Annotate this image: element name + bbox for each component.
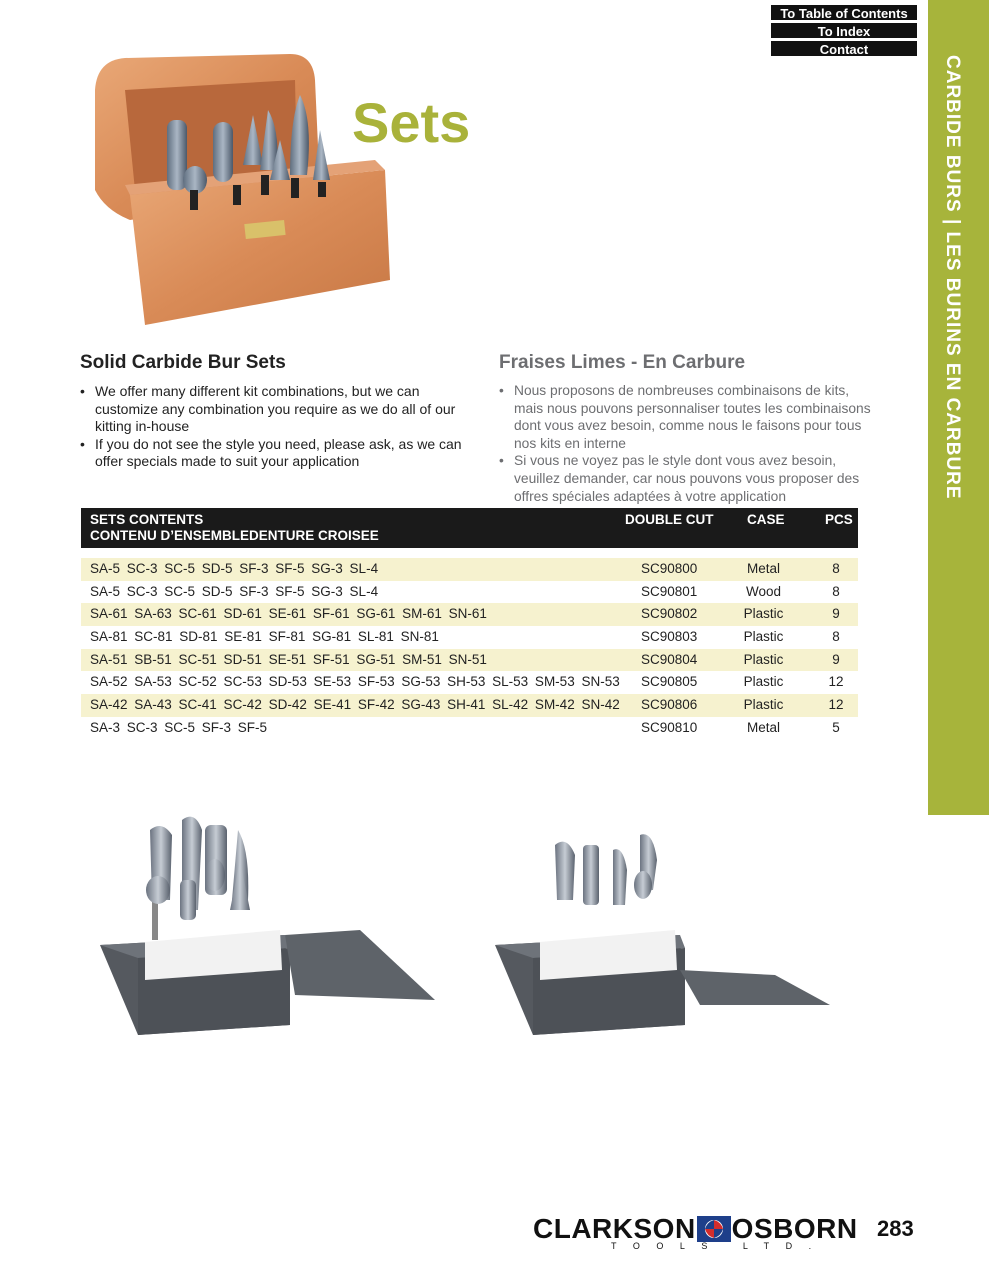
cell-code: SC90802 (641, 606, 698, 622)
cell-pcs: 9 (832, 606, 840, 622)
toc-link[interactable]: To Table of Contents (770, 4, 918, 21)
cell-case: Plastic (743, 697, 784, 713)
metal-box-bur-set-image-small (485, 790, 845, 1070)
table-row (81, 649, 858, 672)
table-row (81, 717, 858, 740)
cell-code: SC90800 (641, 561, 698, 576)
french-heading: Fraises Limes - En Carbure (499, 352, 746, 373)
brand-left: CLARKSON (533, 1213, 696, 1244)
header-contents-en: SETS CONTENTS (90, 512, 204, 527)
cell-pcs: 8 (832, 629, 840, 645)
cell-case: Plastic (743, 606, 784, 622)
english-heading: Solid Carbide Bur Sets (80, 352, 286, 373)
index-link[interactable]: To Index (770, 22, 918, 39)
section-side-tab-label: CARBIDE BURS | LES BURINS EN CARBURE (942, 55, 963, 500)
header-case: CASE (747, 512, 785, 527)
page-number: 283 (877, 1216, 914, 1241)
cell-contents: SA-3 SC-3 SC-5 SF-3 SF-5 (90, 719, 268, 735)
french-bullet-list (499, 382, 879, 505)
cell-case: Plastic (743, 629, 784, 645)
table-row (81, 558, 858, 581)
cell-code: SC90804 (641, 651, 698, 667)
cell-case: Metal (746, 561, 780, 576)
cell-pcs: 9 (832, 651, 840, 667)
metal-box-bur-set-image (90, 790, 450, 1070)
cell-case: Metal (746, 719, 780, 735)
list-item: • Nous proposons de nombreuses combinaisons de kits, mais nous pouvons personnaliser toutes les combinaisons dont vous avez besoin, comme nous le faisons pour tous nos kits en interne (499, 382, 879, 452)
table-row (81, 581, 858, 604)
cell-contents: SA-51 SB-51 SC-51 SD-51 SE-51 SF-51 SG-51 SM-51 SN-51 (90, 651, 487, 667)
table-row (81, 603, 858, 626)
cell-code: SC90806 (641, 697, 698, 713)
table-row (81, 626, 858, 649)
cell-code: SC90810 (641, 719, 698, 735)
cell-contents: SA-5 SC-3 SC-5 SD-5 SF-3 SF-5 SG-3 SL-4 (90, 561, 379, 576)
cell-code: SC90803 (641, 629, 698, 645)
header-contents (90, 512, 379, 544)
cell-case: Plastic (743, 651, 784, 667)
header-double-cut: DOUBLE CUT (625, 512, 714, 527)
cell-pcs: 8 (832, 561, 840, 576)
table-row (81, 694, 858, 717)
header-pcs: PCS (825, 512, 853, 527)
cell-contents: SA-42 SA-43 SC-41 SC-42 SD-42 SE-41 SF-42 SG-43 SH-41 SL-42 SM-42 SN-42 (90, 697, 620, 713)
english-bullet-list (80, 383, 475, 471)
brand-right: OSBORN (731, 1213, 858, 1244)
cell-code: SC90805 (641, 674, 698, 690)
table-header (81, 508, 858, 548)
list-item: • If you do not see the style you need, please ask, as we can offer specials made to suit your application (80, 436, 475, 471)
brand-mark-icon (697, 1216, 731, 1242)
cell-contents: SA-81 SC-81 SD-81 SE-81 SF-81 SG-81 SL-81 SN-81 (90, 629, 439, 645)
cell-pcs: 5 (832, 719, 840, 735)
cell-contents: SA-61 SA-63 SC-61 SD-61 SE-61 SF-61 SG-61 SM-61 SN-61 (90, 606, 487, 622)
list-item: • Si vous ne voyez pas le style dont vous avez besoin, veuillez demander, car nous pouvons vous proposer des offres spéciales adaptées à votre application (499, 452, 879, 505)
cell-code: SC90801 (641, 583, 698, 599)
sets-table (81, 508, 858, 740)
cell-pcs: 12 (828, 674, 844, 690)
list-item: • We offer many different kit combinations, but we can customize any combination you require as we do all of our kitting in-house (80, 383, 475, 436)
brand-subtitle: TOOLS LTD. (611, 1241, 828, 1251)
contact-link[interactable]: Contact (770, 40, 918, 57)
cell-contents: SA-52 SA-53 SC-52 SC-53 SD-53 SE-53 SF-53 SG-53 SH-53 SL-53 SM-53 SN-53 (90, 674, 620, 690)
cell-pcs: 8 (832, 583, 840, 599)
cell-pcs: 12 (828, 697, 844, 713)
table-row (81, 671, 858, 694)
cell-case: Wood (745, 583, 782, 599)
page-title: Sets (352, 91, 471, 154)
header-contents-fr: CONTENU D’ENSEMBLEDENTURE CROISEE (90, 528, 379, 543)
cell-contents: SA-5 SC-3 SC-5 SD-5 SF-3 SF-5 SG-3 SL-4 (90, 583, 379, 599)
cell-case: Plastic (743, 674, 784, 690)
